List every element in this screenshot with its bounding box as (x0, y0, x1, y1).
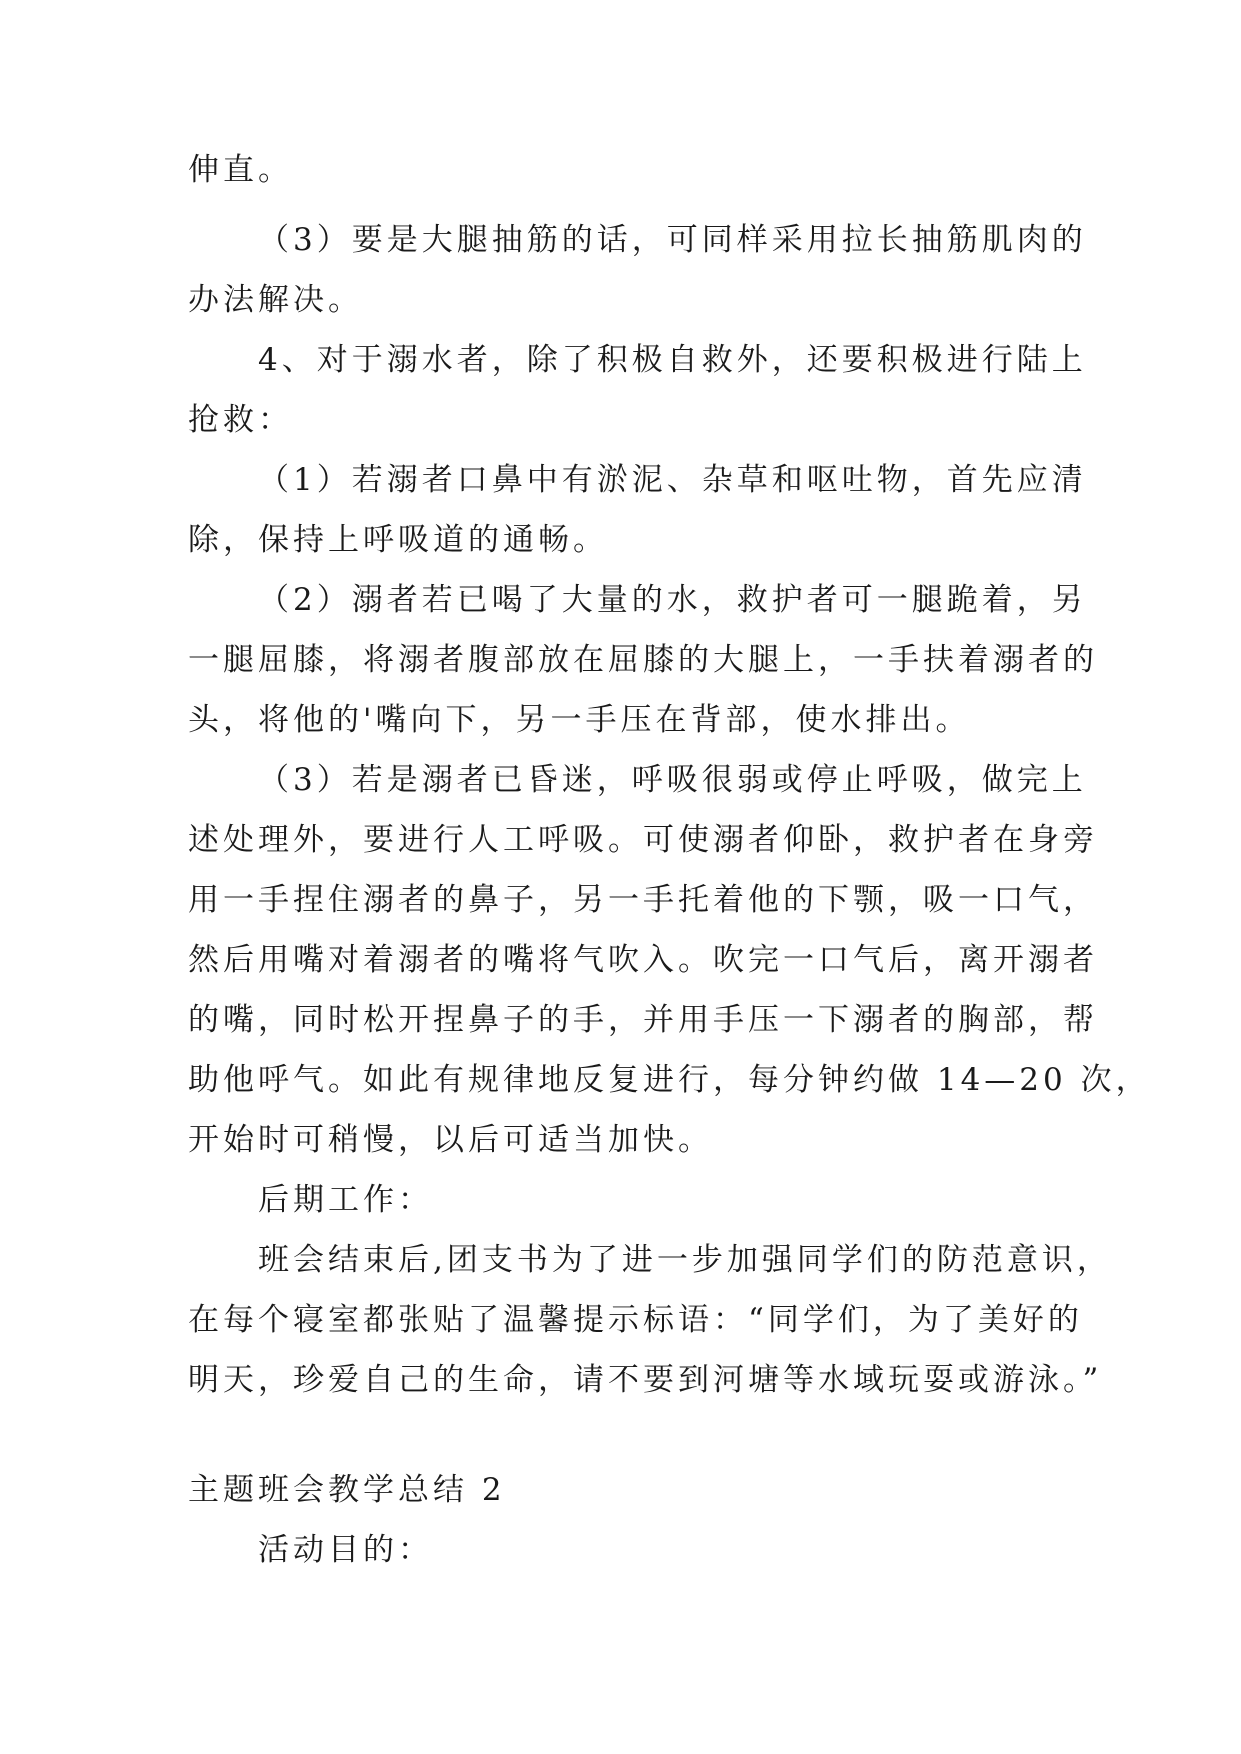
body-line: 明天，珍爱自己的生命，请不要到河塘等水域玩耍或游泳。” (188, 1362, 1103, 1398)
body-line: 活动目的： (258, 1532, 433, 1568)
body-line: 开始时可稍慢，以后可适当加快。 (188, 1122, 713, 1158)
body-line: （2）溺者若已喝了大量的水，救护者可一腿跪着，另 (258, 582, 1087, 618)
section-title: 主题班会教学总结 2 (188, 1472, 506, 1508)
body-line: 伸直。 (188, 152, 293, 188)
body-line: 4、对于溺水者，除了积极自救外，还要积极进行陆上 (258, 342, 1087, 378)
body-line: 一腿屈膝，将溺者腹部放在屈膝的大腿上，一手扶着溺者的 (188, 642, 1098, 678)
body-line: 后期工作： (258, 1182, 433, 1218)
body-line: 用一手捏住溺者的鼻子，另一手托着他的下颚，吸一口气， (188, 882, 1098, 918)
body-line: 除，保持上呼吸道的通畅。 (188, 522, 608, 558)
body-line: 的嘴，同时松开捏鼻子的手，并用手压一下溺者的胸部，帮 (188, 1002, 1098, 1038)
body-line: 述处理外，要进行人工呼吸。可使溺者仰卧，救护者在身旁 (188, 822, 1098, 858)
body-line: 然后用嘴对着溺者的嘴将气吹入。吹完一口气后，离开溺者 (188, 942, 1098, 978)
body-line: （3）要是大腿抽筋的话，可同样采用拉长抽筋肌肉的 (258, 222, 1087, 258)
body-line: 助他呼气。如此有规律地反复进行，每分钟约做 14—20 次， (188, 1062, 1151, 1098)
body-line: 办法解决。 (188, 282, 363, 318)
body-line: 头，将他的'嘴向下，另一手压在背部，使水排出。 (188, 702, 971, 738)
body-line: 抢救： (188, 402, 293, 438)
body-line: （1）若溺者口鼻中有淤泥、杂草和呕吐物，首先应清 (258, 462, 1087, 498)
body-line: 在每个寝室都张贴了温馨提示标语：“同学们，为了美好的 (188, 1302, 1083, 1338)
body-line: （3）若是溺者已昏迷，呼吸很弱或停止呼吸，做完上 (258, 762, 1087, 798)
body-line: 班会结束后,团支书为了进一步加强同学们的防范意识， (258, 1242, 1112, 1278)
